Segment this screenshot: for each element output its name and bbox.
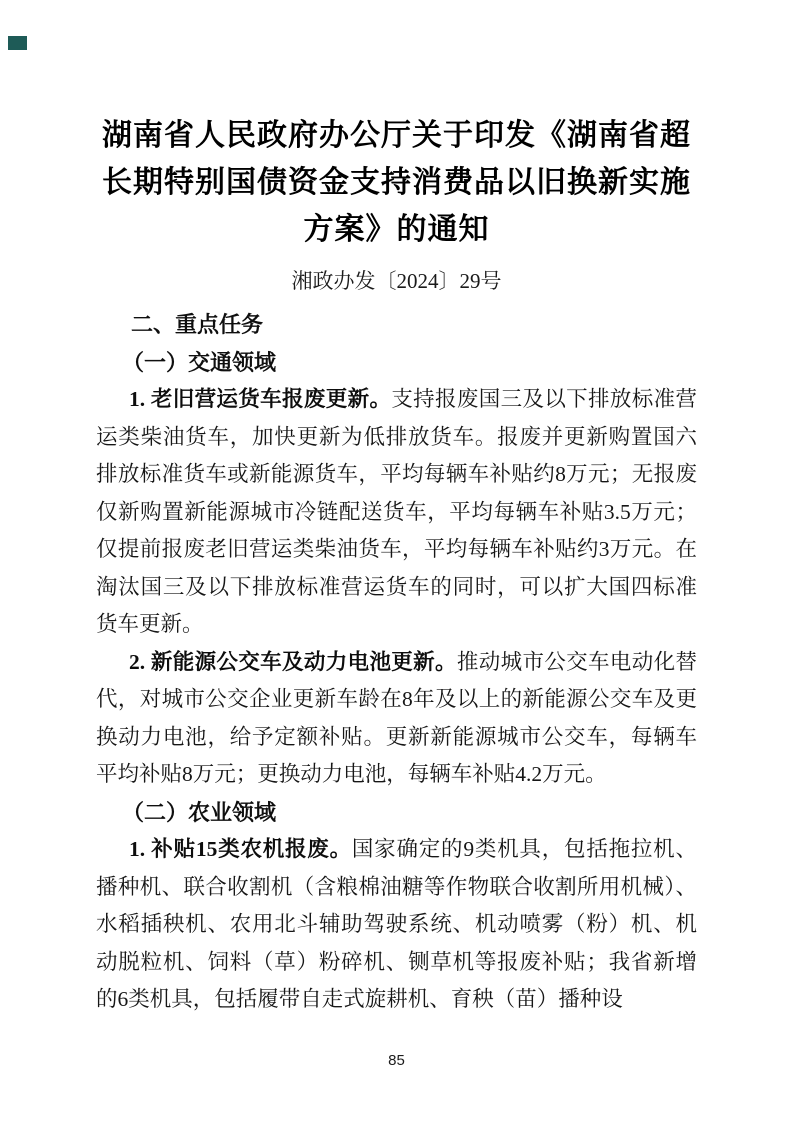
paragraph-lead-farm-machinery: 1. 补贴15类农机报废。 (129, 837, 352, 861)
subsection-heading-transport: （一）交通领域 (122, 349, 277, 375)
paragraph-lead-bus-battery: 2. 新能源公交车及动力电池更新。 (129, 649, 457, 674)
paragraph-lead-truck-scrappage: 1. 老旧营运货车报废更新。 (129, 387, 392, 411)
paragraph-bus-battery-renewal (96, 644, 697, 794)
subsection-heading-agriculture: （二）农业领域 (122, 799, 277, 825)
scan-corner-mark (8, 36, 27, 50)
page-number: 85 (388, 1052, 405, 1069)
document-body (96, 306, 697, 1019)
paragraph-text-truck-scrappage: 支持报废国三及以下排放标准营运类柴油货车，加快更新为低排放货车。报废并更新购置国六排放标准货车或新能源货车，平均每辆车补贴约8万元；无报废仅新购置新能源城市冷链配送货车，平均每辆车补贴3.5万元；仅提前报废老旧营运类柴油货车，平均每辆车补贴约3万元。在淘汰国三及以下排放标准营运货车的同时，可以扩大国四标准货车更新。 (96, 387, 697, 636)
section-heading-key-tasks: 二、重点任务 (131, 312, 264, 337)
document-number: 湘政办发〔2024〕29号 (291, 269, 502, 293)
paragraph-truck-scrappage-renewal (96, 381, 697, 644)
document-title: 湖南省人民政府办公厅关于印发《湖南省超长期特别国债资金支持消费品以旧换新实施方案》的通知 (102, 119, 691, 246)
paragraph-text-bus-battery: 推动城市公交车电动化替代，对城市公交企业更新车龄在8年及以上的新能源公交车及更换动力电池，给予定额补贴。更新新能源城市公交车，每辆车平均补贴8万元；更换动力电池，每辆车补贴4.2万元。 (96, 649, 697, 786)
paragraph-text-farm-machinery: 国家确定的9类机具，包括拖拉机、播种机、联合收割机（含粮棉油糖等作物联合收割所用机械）、水稻插秧机、农用北斗辅助驾驶系统、机动喷雾（粉）机、机动脱粒机、饲料（草）粉碎机、铡草机等报废补贴；我省新增的6类机具，包括履带自走式旋耕机、育秧（苗）播种设 (96, 837, 697, 1011)
paragraph-farm-machinery-scrappage (96, 831, 697, 1019)
